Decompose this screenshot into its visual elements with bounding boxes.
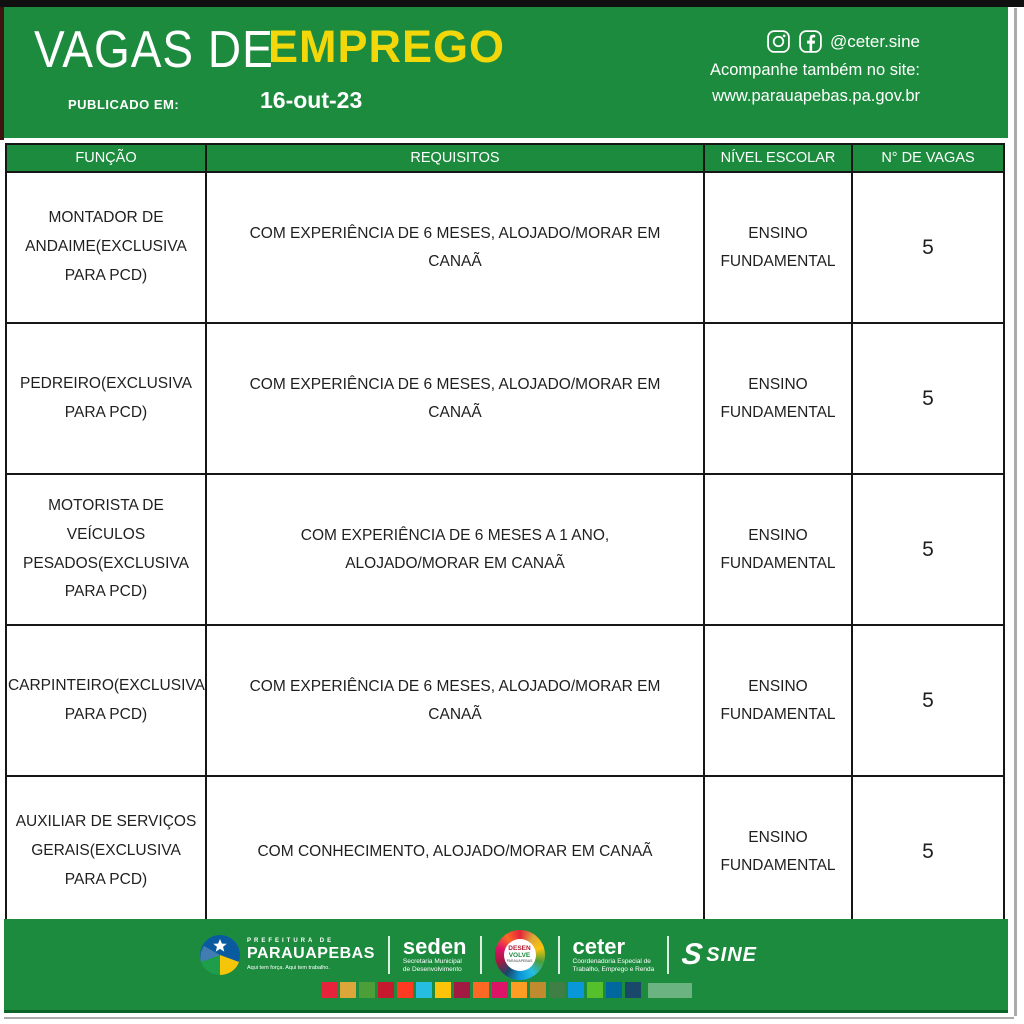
table-row [7,775,1003,926]
sdg-goal-icon [606,982,622,998]
sdg-goal-icon [587,982,603,998]
ceter-name: ceter [572,933,626,959]
prefeitura-line1: PREFEITURA DE [247,938,335,945]
desenvolve-line2: VOLVE [508,951,531,959]
cell-nivel-escolar: ENSINO FUNDAMENTAL [705,173,853,322]
seden-sub2: de Desenvolvimento [402,966,462,973]
site-url[interactable]: www.parauapebas.pa.gov.br [712,87,920,105]
cell-nivel-escolar: ENSINO FUNDAMENTAL [705,324,853,473]
scan-edge-bottom [4,1017,1014,1019]
sdg-goal-icon [397,982,413,998]
vacancies-table [5,143,1005,928]
logo-divider [558,936,560,974]
sdg-goal-icon [340,982,356,998]
desenvolve-line1: DESEN [508,945,531,953]
sdg-goal-icon [625,982,641,998]
ceter-logo [572,933,655,975]
scan-edge-top [0,0,1024,7]
facebook-icon[interactable] [798,29,823,54]
ceter-sub1: Coordenadoria Especial de [572,957,651,965]
prefeitura-line2: PARAUAPEBAS [247,945,375,963]
cell-nivel-escolar: ENSINO FUNDAMENTAL [705,626,853,775]
cell-requisitos: COM EXPERIÊNCIA DE 6 MESES A 1 ANO, ALOJADO/MORAR EM CANAÃ [207,475,705,624]
logo-divider [480,936,482,974]
cell-vagas: 5 [922,688,934,712]
header-banner [4,7,1008,138]
sdg-goal-icon [321,982,337,998]
page-title-highlight: EMPREGO [268,21,506,72]
desenvolve-ring-icon [495,930,545,980]
footer-banner [4,919,1008,1013]
cell-vagas: 5 [922,386,934,410]
cell-funcao: AUXILIAR DE SERVIÇOS GERAIS(EXCLUSIVA PARA PCD) [7,777,207,926]
column-header-n-de-vagas: N° DE VAGAS [881,150,975,166]
sdg-goal-icon [549,982,565,998]
prefeitura-tagline: Aqui tem força. Aqui tem trabalho. [247,965,330,972]
sdg-goal-icon [378,982,394,998]
sdg-strip [4,982,1008,998]
column-header-nivel-escolar: NÍVEL ESCOLAR [705,145,853,171]
table-row [7,624,1003,775]
page-title-prefix: VAGAS DE [34,20,274,79]
published-date: 16-out-23 [260,87,363,113]
scan-edge-right [1014,8,1017,1016]
sdg-goal-icon [454,982,470,998]
sine-name: SINE [706,943,757,966]
column-header-funcao: FUNÇÃO [7,145,207,171]
sdg-goal-icon [530,982,546,998]
cell-vagas: 5 [922,235,934,259]
cell-requisitos: COM EXPERIÊNCIA DE 6 MESES, ALOJADO/MORAR EM CANAÃ [207,324,705,473]
sdg-goal-icon [492,982,508,998]
social-handle[interactable]: @ceter.sine [829,31,920,51]
cell-vagas: 5 [922,839,934,863]
sdg-goal-icon [568,982,584,998]
prefeitura-text [247,938,375,972]
seden-name: seden [402,933,467,959]
cell-funcao: CARPINTEIRO(EXCLUSIVA PARA PCD) [7,626,207,775]
sdg-goal-icon [511,982,527,998]
sine-logo [682,940,757,970]
instagram-icon[interactable] [766,29,791,54]
table-row [7,473,1003,624]
social-handle-row [766,29,920,54]
cell-nivel-escolar: ENSINO FUNDAMENTAL [705,777,853,926]
cell-nivel-escolar: ENSINO FUNDAMENTAL [705,475,853,624]
column-header-requisitos: REQUISITOS [207,145,705,171]
logo-divider [388,936,390,974]
sdg-goal-icon [416,982,432,998]
parauapebas-emblem-icon [199,934,241,976]
agenda-2030-badge [648,983,692,998]
table-header-row [7,145,1003,171]
sdg-goal-icon [359,982,375,998]
cell-vagas: 5 [922,537,934,561]
table-row [7,322,1003,473]
social-block [710,29,920,106]
ceter-sub2: Trabalho, Emprego e Renda [572,966,655,973]
cell-requisitos: COM EXPERIÊNCIA DE 6 MESES, ALOJADO/MORAR EM CANAÃ [207,626,705,775]
cell-funcao: MOTORISTA DE VEÍCULOS PESADOS(EXCLUSIVA PARA PCD) [7,475,207,624]
seden-logo [402,933,467,975]
site-caption: Acompanhe também no site: [709,61,920,79]
cell-funcao: PEDREIRO(EXCLUSIVA PARA PCD) [7,324,207,473]
seden-sub1: Secretaria Municipal [402,957,462,965]
desenvolve-center [504,939,536,971]
table-row [7,171,1003,322]
cell-requisitos: COM EXPERIÊNCIA DE 6 MESES, ALOJADO/MORAR EM CANAÃ [207,173,705,322]
sine-s-icon: S [680,938,705,971]
partner-logos [0,930,980,980]
cell-funcao: MONTADOR DE ANDAIME(EXCLUSIVA PARA PCD) [7,173,207,322]
prefeitura-parauapebas-logo [199,934,375,976]
published-label: PUBLICADO EM: [68,97,180,112]
sdg-goal-icon [473,982,489,998]
sdg-goal-icon [435,982,451,998]
cell-requisitos: COM CONHECIMENTO, ALOJADO/MORAR EM CANAÃ [207,777,705,926]
logo-divider [667,936,669,974]
desenvolve-line3: PARAUAPEBAS [506,959,533,964]
